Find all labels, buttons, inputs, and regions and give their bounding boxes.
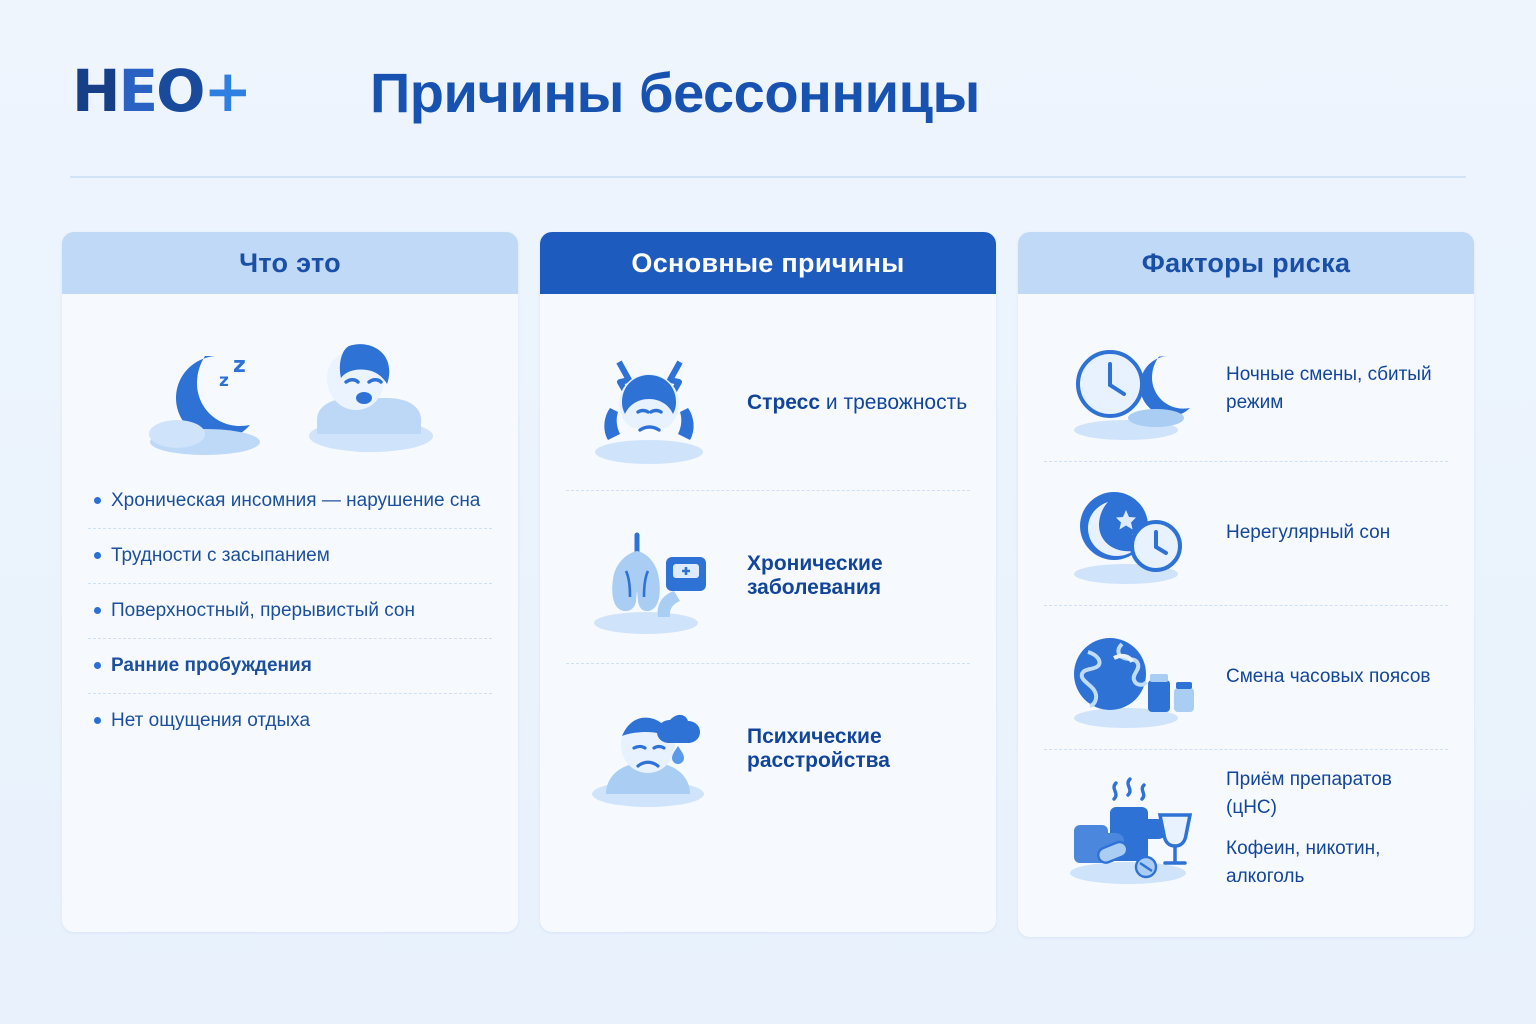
bullet-dot-icon — [94, 497, 101, 504]
globe-pills-icon — [1044, 622, 1212, 732]
clock-moon-icon — [1044, 334, 1212, 444]
list-item — [566, 318, 970, 491]
sleeping-person-icon — [293, 328, 443, 458]
header-divider — [70, 176, 1466, 178]
list-item — [88, 529, 492, 584]
list-item-label: Хронические заболевания — [747, 552, 883, 599]
list-item — [1044, 462, 1448, 606]
coffee-wine-pills-icon — [1044, 767, 1212, 889]
sad-person-cloud-icon — [566, 684, 731, 814]
bullet-dot-icon — [94, 552, 101, 559]
brand-logo: НЕО+ — [72, 57, 251, 125]
bullet-dot-icon — [94, 717, 101, 724]
lungs-bloodpressure-icon — [566, 511, 731, 641]
list-item-label: Ночные смены, сбитый режим — [1226, 364, 1432, 413]
list-item — [88, 474, 492, 529]
card-risk-factors — [1018, 232, 1474, 937]
list-item-label: Нерегулярный сон — [1226, 522, 1391, 544]
card-title-what-is-it: Что это — [62, 232, 518, 294]
list-item — [1044, 318, 1448, 462]
list-item-label: Нет ощущения отдыха — [111, 710, 311, 732]
columns-container — [0, 232, 1536, 937]
hero-illustration-sleep — [88, 318, 492, 468]
stress-headache-icon — [566, 338, 731, 468]
svg-text:z: z — [233, 353, 246, 378]
list-item — [566, 664, 970, 836]
card-main-causes — [540, 232, 996, 932]
page-title: Причины бессонницы — [370, 61, 980, 124]
list-item-label: Хроническая инсомния — нарушение сна — [111, 490, 481, 511]
list-item-label: Приём препаратов (цНС) Кофеин, никотин, алкоголь — [1226, 766, 1448, 890]
list-item-label: Трудности с засыпанием — [111, 545, 330, 567]
list-item-label: Психические расстройства — [747, 725, 890, 772]
card-title-risk-factors: Факторы риска — [1018, 232, 1474, 294]
bullet-list-what-is-it — [88, 474, 492, 748]
list-item-label: Смена часовых поясов — [1226, 666, 1431, 688]
list-item-label: Ранние пробуждения — [111, 655, 312, 677]
list-item-sublabel: Кофеин, никотин, алкоголь — [1226, 838, 1381, 887]
list-item — [1044, 606, 1448, 750]
header — [0, 0, 1536, 178]
card-what-is-it — [62, 232, 518, 932]
list-item — [88, 584, 492, 639]
list-item — [566, 491, 970, 664]
moon-stars-clock-icon — [1044, 478, 1212, 588]
list-item-label: Стресс и тревожность — [747, 391, 968, 414]
bullet-dot-icon — [94, 607, 101, 614]
list-item — [88, 694, 492, 748]
bullet-dot-icon — [94, 662, 101, 669]
moon-zzz-icon — [137, 328, 287, 458]
card-title-main-causes: Основные причины — [540, 232, 996, 294]
list-item — [88, 639, 492, 694]
list-item-label: Поверхностный, прерывистый сон — [111, 600, 415, 622]
svg-text:z: z — [219, 371, 229, 391]
list-item — [1044, 750, 1448, 907]
